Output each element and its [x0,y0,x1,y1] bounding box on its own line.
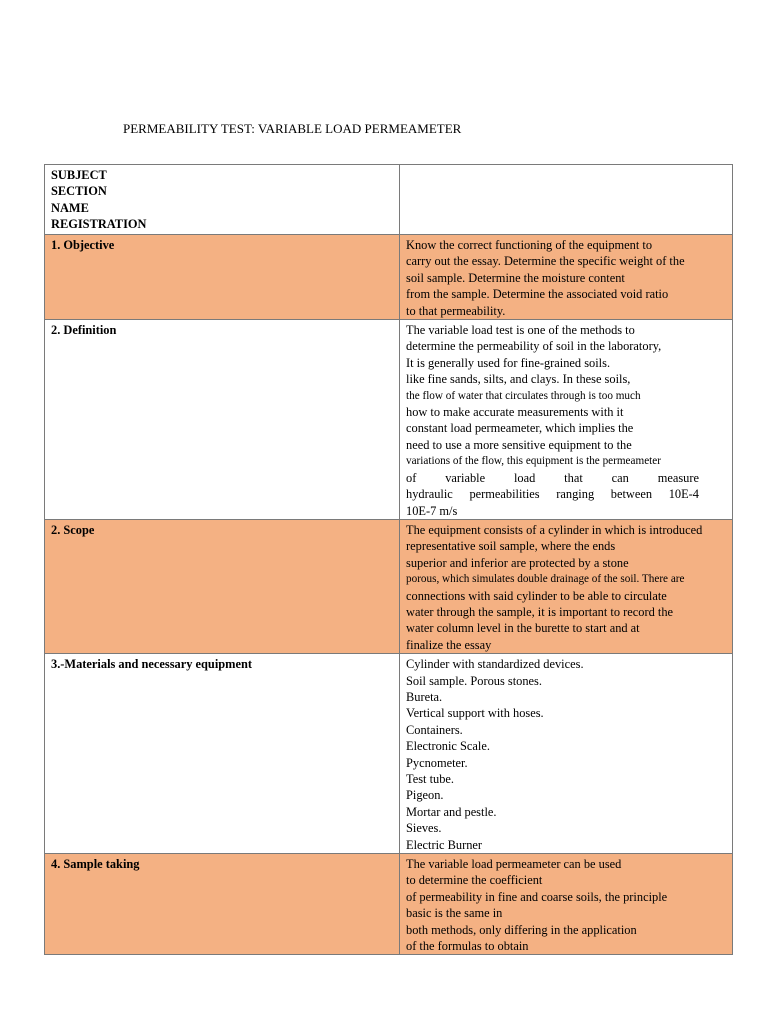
text-line: It is generally used for fine-grained soils. [406,355,611,370]
header-info-row [45,165,733,235]
text-line: representative soil sample, where the ends [406,539,616,554]
definition-label-cell [45,320,400,520]
name-label: NAME [51,200,89,215]
objective-label-cell [45,235,400,320]
list-item: Mortar and pestle. [406,804,497,819]
section-label: SECTION [51,184,107,199]
text-line: carry out the essay. Determine the specific weight of the [406,254,685,269]
text-line: hydraulic permeabilities ranging between 10E-4 [406,487,699,502]
definition-label: 2. Definition [51,323,117,338]
text-line: Know the correct functioning of the equipment to [406,238,653,252]
subject-label: SUBJECT [51,168,107,182]
sample-taking-label: 4. Sample taking [51,857,140,872]
document-title: PERMEABILITY TEST: VARIABLE LOAD PERMEAMETER [123,121,462,136]
text-line: need to use a more sensitive equipment to the [406,437,632,452]
text-line: The variable load test is one of the methods to [406,323,635,338]
text-line: 10E-7 m/s [406,503,458,518]
list-item: Pigeon. [406,788,444,803]
text-line: the flow of water that circulates through is too much [406,389,641,402]
header-fields-cell [45,165,400,235]
list-item: Pycnometer. [406,755,468,770]
text-line: from the sample. Determine the associated void ratio [406,287,669,302]
scope-label-cell [45,519,400,653]
text-line: determine the permeability of soil in the laboratory, [406,339,662,354]
objective-label: 1. Objective [51,238,115,252]
list-item: Containers. [406,722,463,737]
registration-label: REGISTRATION [51,217,147,232]
list-item: Bureta. [406,689,443,704]
list-item: Vertical support with hoses. [406,706,544,721]
materials-label-cell [45,654,400,854]
text-line: to that permeability. [406,303,506,318]
header-value-cell [400,165,733,235]
text-line: both methods, only differing in the application [406,922,637,937]
text-line: water column level in the burette to start and at [406,621,640,636]
objective-text-cell [400,235,733,320]
objective-row [45,235,733,320]
list-item: Electronic Scale. [406,739,490,754]
definition-row [45,320,733,520]
text-line: constant load permeameter, which implies the [406,421,634,436]
text-line: how to make accurate measurements with it [406,405,624,420]
sample-taking-row [45,854,733,955]
materials-label: 3.-Materials and necessary equipment [51,657,252,672]
text-line: of the formulas to obtain [406,939,529,954]
text-line: of permeability in fine and coarse soils, the principle [406,889,668,904]
sample-taking-text-cell [400,854,733,955]
materials-row [45,654,733,854]
text-line: to determine the coefficient [406,873,543,888]
scope-row [45,519,733,653]
scope-label: 2. Scope [51,522,95,537]
definition-text-cell [400,320,733,520]
text-line: The equipment consists of a cylinder in which is introduced [406,522,703,537]
scope-text-cell [400,519,733,653]
text-line: connections with said cylinder to be able to circulate [406,588,667,603]
sample-taking-label-cell [45,854,400,955]
list-item: Electric Burner [406,837,483,852]
materials-list-cell [400,654,733,854]
list-item: Test tube. [406,772,454,786]
text-line: porous, which simulates double drainage of the soil. There are [406,573,685,586]
text-line: like fine sands, silts, and clays. In these soils, [406,372,631,387]
report-table [44,164,733,955]
list-item: Cylinder with standardized devices. [406,657,584,672]
text-line: The variable load permeameter can be used [406,857,622,872]
text-line: soil sample. Determine the moisture content [406,270,625,285]
text-line: basic is the same in [406,906,503,921]
list-item: Soil sample. Porous stones. [406,673,542,688]
text-line: variations of the flow, this equipment is the permeameter [406,455,661,468]
text-line: superior and inferior are protected by a stone [406,555,629,570]
text-line: water through the sample, it is important to record the [406,604,674,619]
text-line: of variable load that can measure [406,470,699,485]
list-item: Sieves. [406,821,442,836]
text-line: finalize the essay [406,637,492,652]
